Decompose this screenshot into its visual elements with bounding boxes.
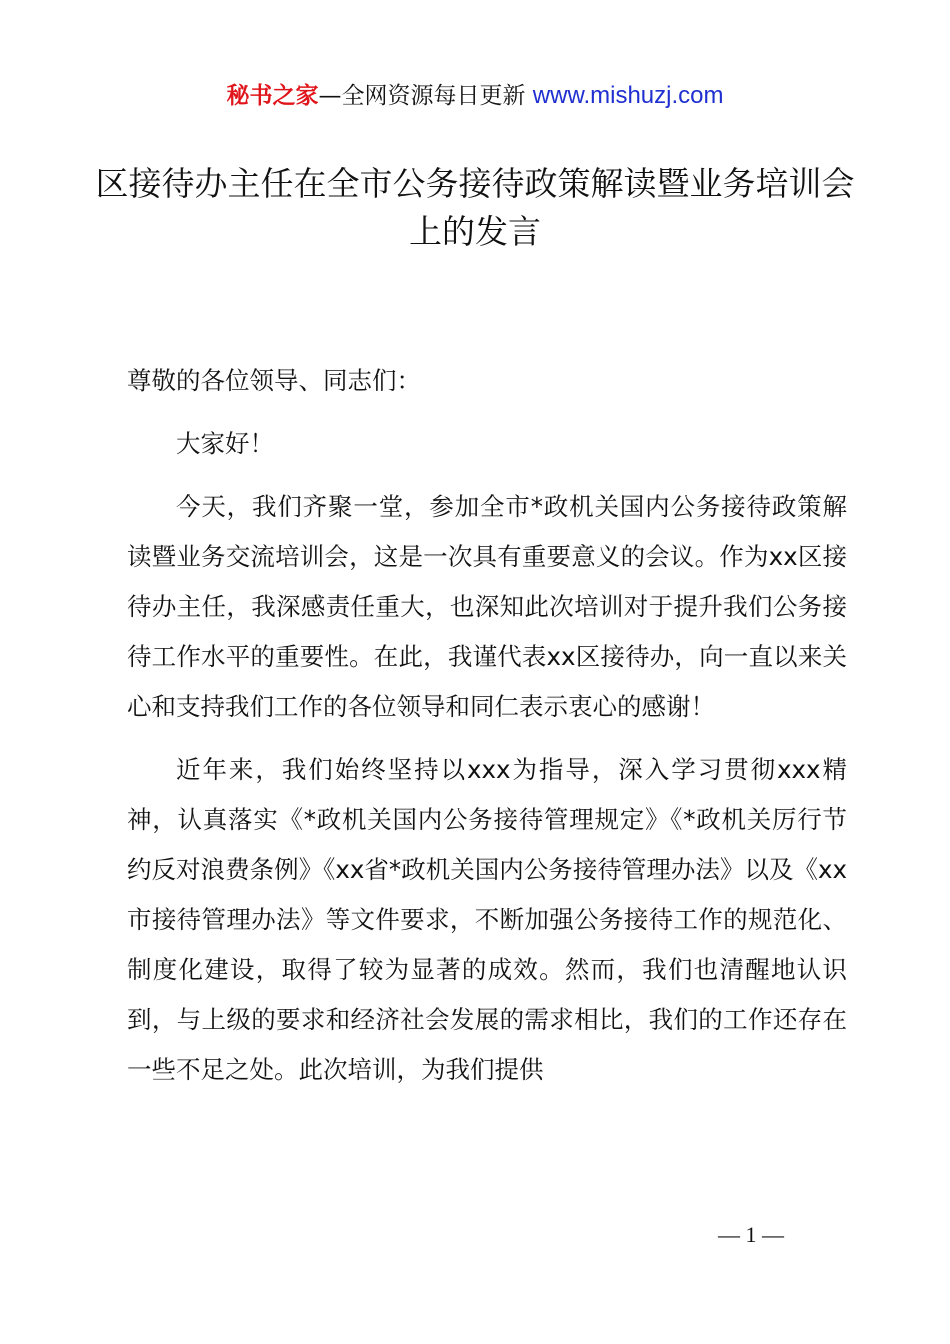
page-number: — 1 —	[718, 1222, 784, 1247]
document-title: 区接待办主任在全市公务接待政策解读暨业务培训会上的发言	[95, 164, 855, 251]
paragraph: 近年来，我们始终坚持以xxx为指导，深入学习贯彻xxx精神，认真落实《*政机关国内公务接待管理规定》《*政机关厉行节约反对浪费条例》《xx省*政机关国内公务接待管理办法》以及《xx市接待管理办法》等文件要求，不断加强公务接待工作的规范化、制度化建设，取得了较为显著的成效。然而，我们也清醒地认识到，与上级的要求和经济社会发展的需求相比，我们的工作还存在一些不足之处。此次培训，为我们提供	[127, 755, 847, 1084]
document-body	[127, 356, 847, 1108]
site-url-link[interactable]: www.mishuzj.com	[532, 82, 724, 109]
paragraph: 今天，我们齐聚一堂，参加全市*政机关国内公务接待政策解读暨业务交流培训会，这是一次具有重要意义的会议。作为xx区接待办主任，我深感责任重大，也深知此次培训对于提升我们公务接待工作水平的重要性。在此，我谨代表xx区接待办，向一直以来关心和支持我们工作的各位领导和同仁表示衷心的感谢！	[127, 492, 847, 721]
site-header	[0, 80, 950, 112]
site-tagline: —全网资源每日更新	[318, 83, 533, 109]
site-brand: 秘书之家	[226, 83, 319, 109]
salutation: 尊敬的各位领导、同志们：	[127, 366, 421, 395]
paragraph: 大家好！	[176, 429, 274, 458]
